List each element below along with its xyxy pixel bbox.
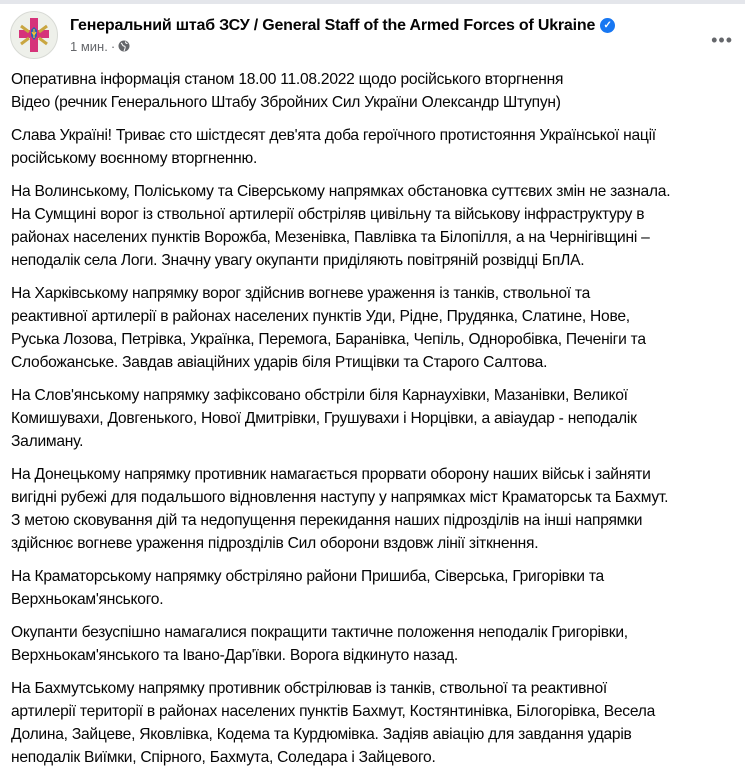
text-line: На Бахмутському напрямку противник обстрілював із танків, ствольної та реактивної [11,680,607,697]
post-text [11,68,741,779]
text-line: реактивної артилерії в районах населених пунктів Уди, Рідне, Прудянка, Слатине, Нове, [11,308,630,325]
author-name[interactable]: Генеральний штаб ЗСУ / General Staff of the Armed Forces of Ukraine [70,16,596,34]
armed-forces-emblem-icon [17,16,51,54]
text-line: На Краматорському напрямку обстріляно райони Пришиба, Сіверська, Григорівки та [11,568,604,585]
text-line: здійснює вогневе ураження підрозділів Сил оборони вздовж лінії зіткнення. [11,535,539,552]
avatar[interactable] [10,11,58,59]
text-line: Комишувахи, Довгенького, Нової Дмитрівки, Грушувахи і Норцівки, а авіаудар - неподалік [11,410,637,427]
text-line: Слава Україні! Триває сто шістдесят дев'ята доба героїчного протистояння Української нації [11,127,656,144]
text-line: На Сумщині ворог із ствольної артилерії обстріляв цивільну та військову інфраструктуру в [11,206,645,223]
post-paragraph [11,384,741,453]
text-line: Верхньокам'янського та Івано-Дар'ївки. Ворога відкинуто назад. [11,647,458,664]
text-line: російському воєнному вторгненню. [11,150,258,167]
text-line: районах населених пунктів Ворожба, Мезенівка, Павлівка та Білопілля, а на Чернігівщині – [11,229,650,246]
globe-icon[interactable] [118,40,130,52]
text-line: Долина, Зайцеве, Яковлівка, Кодема та Курдюмівка. Задіяв авіацію для завдання ударів [11,726,632,743]
text-line: неподалік села Логи. Значну увагу окупанти приділяють повітряній розвідці БпЛА. [11,252,585,269]
post-paragraph [11,621,741,667]
text-line: Окупанти безуспішно намагалися покращити тактичне положення неподалік Григорівки, [11,624,628,641]
post-paragraph [11,463,741,555]
text-line: На Донецькому напрямку противник намагається прорвати оборону наших військ і зайняти [11,466,651,483]
separator: · [110,38,116,54]
post-paragraph [11,282,741,374]
text-line: На Слов'янському напрямку зафіксовано обстріли біля Карнаухівки, Мазанівки, Великої [11,387,628,404]
text-line: неподалік Виїмки, Спірного, Бахмута, Соледара і Зайцевого. [11,749,436,766]
top-divider [0,0,745,4]
post-paragraph [11,68,741,114]
post-time[interactable]: 1 мин. [70,38,108,54]
text-line: На Волинському, Поліському та Сіверському напрямках обстановка суттєвих змін не зазнала. [11,183,671,200]
text-line: Залиману. [11,433,84,450]
post-header [10,10,615,60]
post-paragraph [11,180,741,272]
text-line: Відео (речник Генерального Штабу Збройних Сил України Олександр Штупун) [11,94,561,111]
text-line: вигідні рубежі для подальшого відновлення наступу у напрямках міст Краматорськ та Бахмут. [11,489,669,506]
more-icon: ••• [711,30,733,50]
text-line: На Харківському напрямку ворог здійснив вогневе ураження із танків, ствольної та [11,285,591,302]
text-line: Оперативна інформація станом 18.00 11.08.2022 щодо російського вторгнення [11,71,564,88]
post-paragraph [11,677,741,769]
text-line: Верхньокам'янського. [11,591,164,608]
verified-badge-icon: ✓ [600,18,615,33]
post-paragraph [11,124,741,170]
more-options-button[interactable] [711,30,733,51]
post-paragraph [11,565,741,611]
text-line: Слобожанське. Завдав авіаційних ударів біля Ртищівки та Старого Салтова. [11,354,548,371]
text-line: артилерії території в районах населених пунктів Бахмут, Костянтинівка, Білогорівка, Весела [11,703,656,720]
text-line: З метою сковування дій та недопущення перекидання наших підрозділів на інші напрямки [11,512,643,529]
text-line: Руська Лозова, Петрівка, Українка, Перемога, Баранівка, Чепіль, Одноробівка, Печеніги та [11,331,646,348]
